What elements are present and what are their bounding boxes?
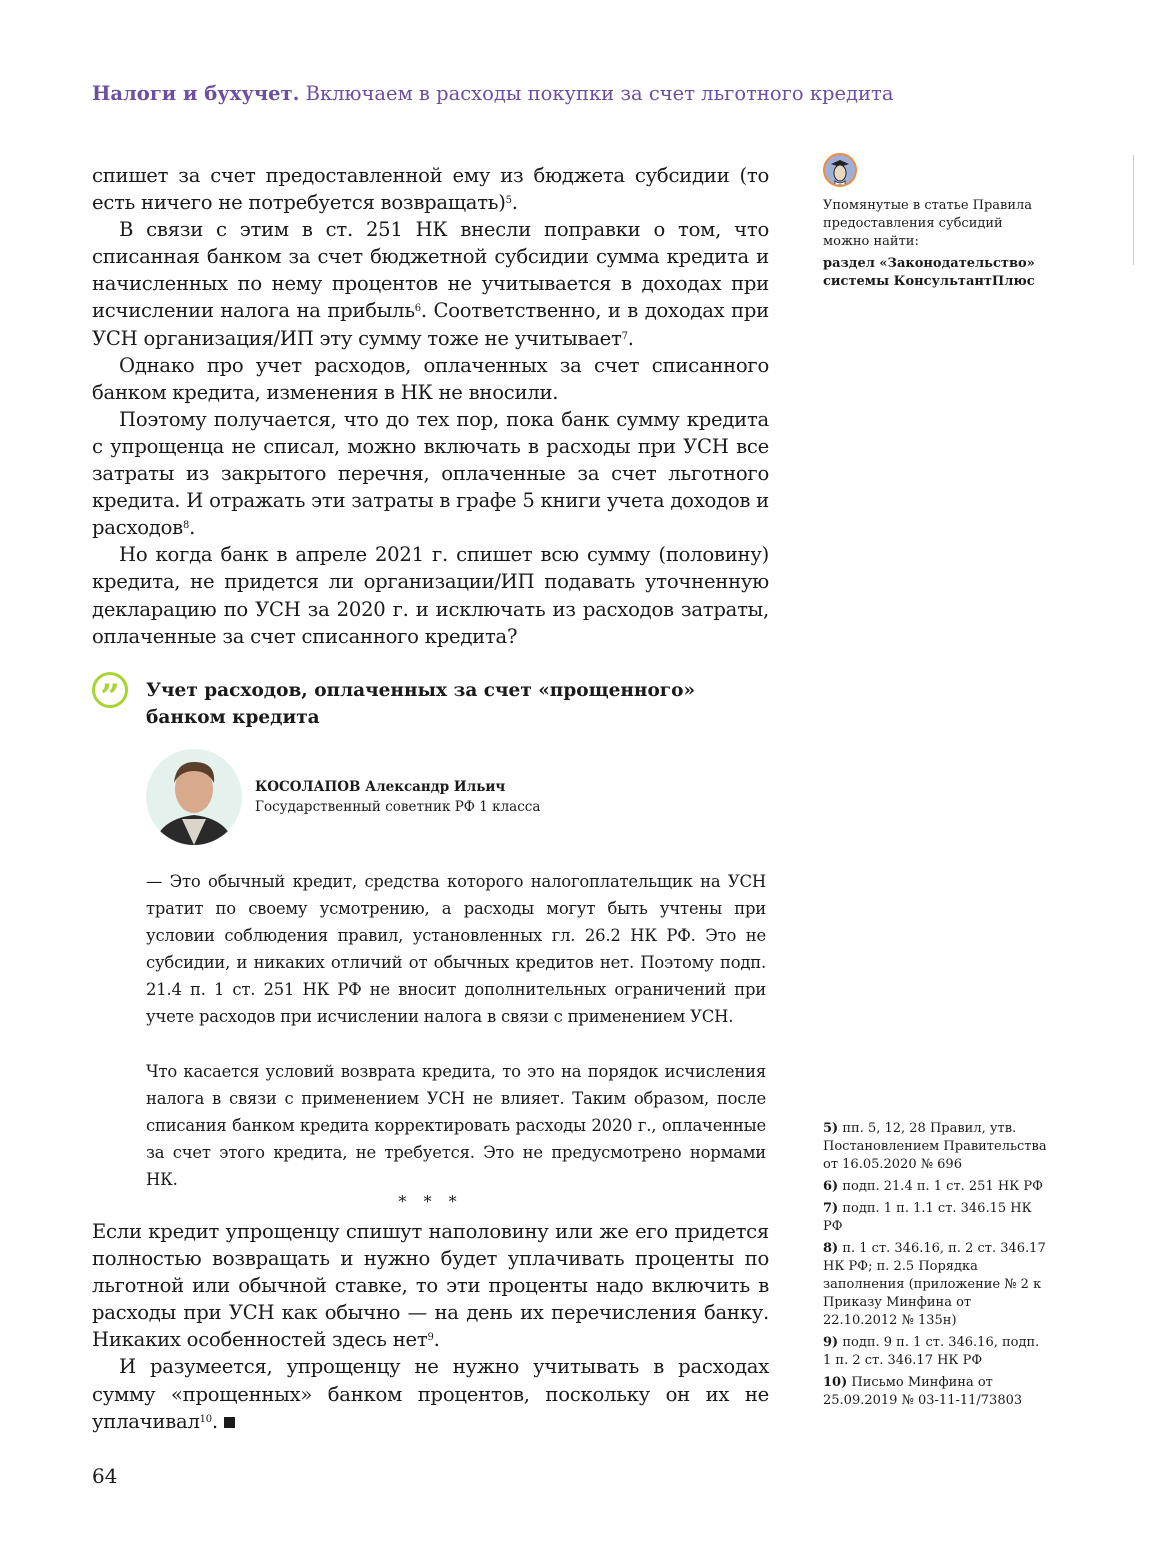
paragraph-text: Если кредит упрощенцу спишут наполовину или же его придется полностью возвращать и нужно будет уплачивать проценты по льготной или обычной ставке, то эти проценты надо включить в расходы при УСН как обычно — на день их перечисления банку. Никаких особенностей здесь нет bbox=[92, 1220, 769, 1352]
professor-icon bbox=[823, 153, 857, 187]
paragraph: Но когда банк в апреле 2021 г. спишет всю сумму (половину) кредита, не придется ли организации/ИП подавать уточненную декларацию по УСН за 2020 г. и исключать из расходов затраты, оплаченные за счет списанного кредита? bbox=[92, 543, 769, 648]
paragraph-text: . bbox=[627, 326, 634, 350]
footnote-text: подп. 9 п. 1 ст. 346.16, подп. 1 п. 2 ст. 346.17 НК РФ bbox=[823, 1335, 1040, 1368]
page-number: 64 bbox=[92, 1464, 118, 1488]
footnote-number: 7) bbox=[823, 1201, 839, 1216]
header-title: Включаем в расходы покупки за счет льготного кредита bbox=[305, 82, 894, 105]
footnote-number: 6) bbox=[823, 1179, 839, 1194]
paragraph-text: В связи с этим в ст. 251 НК внесли поправки о том, что списанная банком за счет бюджетной субсидии сумма кредита и начисленных по нему процентов не учитывается в доходах при исчислении налога на прибыль bbox=[92, 218, 769, 323]
sidebar-text: Упомянутые в статье Правила предоставления субсидий можно найти: bbox=[823, 198, 1033, 249]
margin-rule bbox=[1133, 155, 1134, 265]
expert-card bbox=[146, 749, 766, 845]
footnote-ref[interactable]: 9 bbox=[427, 1332, 434, 1344]
footnote-ref[interactable]: 5 bbox=[505, 195, 512, 207]
article-body bbox=[92, 162, 769, 650]
paragraph bbox=[92, 1218, 769, 1353]
expert-name: КОСОЛАПОВ Александр Ильич bbox=[255, 779, 506, 795]
footnote-number: 5) bbox=[823, 1121, 839, 1136]
footnote bbox=[823, 1200, 1048, 1236]
quote-title: Учет расходов, оплаченных за счет «прощенного» банком кредита bbox=[146, 680, 696, 728]
footnote-text: подп. 21.4 п. 1 ст. 251 НК РФ bbox=[842, 1179, 1043, 1194]
paragraph-text: . bbox=[511, 191, 518, 215]
end-of-article-mark bbox=[224, 1417, 235, 1428]
footnote-number: 10) bbox=[823, 1375, 848, 1390]
expert-role: Государственный советник РФ 1 класса bbox=[255, 799, 541, 815]
paragraph-text: . bbox=[189, 516, 196, 540]
footnote-text: пп. 5, 12, 28 Правил, утв. Постановлением Правительства от 16.05.2020 № 696 bbox=[823, 1121, 1047, 1172]
footnote bbox=[823, 1120, 1048, 1174]
footnote-text: п. 1 ст. 346.16, п. 2 ст. 346.17 НК РФ; п. 2.5 Порядка заполнения (приложение № 2 к Приказу Минфина от 22.10.2012 № 135н) bbox=[823, 1241, 1046, 1328]
footnote-ref[interactable]: 6 bbox=[414, 303, 421, 315]
quote-icon bbox=[92, 672, 128, 717]
sidebar-note bbox=[823, 153, 1053, 291]
footnote-number: 8) bbox=[823, 1241, 839, 1256]
sidebar-link[interactable]: раздел «Законодательство» системы КонсультантПлюс bbox=[823, 256, 1035, 289]
footnote bbox=[823, 1374, 1048, 1410]
paragraph bbox=[92, 216, 769, 351]
paragraph bbox=[92, 162, 769, 216]
paragraph-text: . Соответственно, и в доходах при УСН организация/ИП эту сумму тоже не учитывает bbox=[92, 299, 769, 350]
paragraph-text: . bbox=[211, 1409, 218, 1433]
quote-text bbox=[146, 868, 766, 1220]
footnote bbox=[823, 1240, 1048, 1330]
paragraph-text: спишет за счет предоставленной ему из бюджета субсидии (то есть ничего не потребуется возвращать) bbox=[92, 164, 769, 215]
paragraph-text: . bbox=[433, 1328, 440, 1352]
running-header bbox=[92, 82, 893, 105]
paragraph bbox=[92, 1353, 769, 1434]
paragraph: Однако про учет расходов, оплаченных за счет списанного банком кредита, изменения в НК не вносили. bbox=[92, 353, 769, 404]
section-separator: * * * bbox=[398, 1192, 463, 1211]
footnote bbox=[823, 1334, 1048, 1370]
header-section: Налоги и бухучет. bbox=[92, 82, 300, 105]
footnote-text: Письмо Минфина от 25.09.2019 № 03-11-11/73803 bbox=[823, 1375, 1023, 1408]
quote-paragraph: Что касается условий возврата кредита, то это на порядок исчисления налога в связи с применением УСН не влияет. Таким образом, после списания банком кредита корректировать расходы 2020 г., оплаченные за счет этого кредита, не требуется. Это не предусмотрено нормами НК. bbox=[146, 1061, 766, 1189]
footnote-text: подп. 1 п. 1.1 ст. 346.15 НК РФ bbox=[823, 1201, 1032, 1234]
paragraph-text: Поэтому получается, что до тех пор, пока банк сумму кредита с упрощенца не списал, можно включать в расходы при УСН все затраты из закрытого перечня, оплаченные за счет льготного кредита. И отражать эти затраты в графе 5 книги учета доходов и расходов bbox=[92, 407, 769, 540]
paragraph-text: И разумеется, упрощенцу не нужно учитывать в расходах сумму «прощенных» банком процентов, поскольку он их не уплачивал bbox=[92, 1355, 769, 1433]
footnote-number: 9) bbox=[823, 1335, 839, 1350]
footnote-ref[interactable]: 7 bbox=[621, 330, 628, 342]
footnotes bbox=[823, 1120, 1048, 1414]
footnote-ref[interactable]: 8 bbox=[182, 520, 190, 532]
paragraph bbox=[92, 406, 769, 541]
footnote-ref[interactable]: 10 bbox=[199, 1413, 212, 1425]
article-body-continued bbox=[92, 1218, 769, 1435]
expert-avatar bbox=[146, 749, 242, 845]
quote-glyph: ” bbox=[100, 677, 120, 717]
quote-paragraph: — Это обычный кредит, средства которого налогоплательщик на УСН тратит по своему усмотрению, а расходы могут быть учтены при условии соблюдения правил, установленных гл. 26.2 НК РФ. Это не субсидии, и никаких отличий от обычных кредитов нет. Поэтому подп. 21.4 п. 1 ст. 251 НК РФ не вносит дополнительных ограничений при учете расходов при исчислении налога в связи с применением УСН. bbox=[146, 872, 766, 1027]
footnote bbox=[823, 1178, 1048, 1196]
